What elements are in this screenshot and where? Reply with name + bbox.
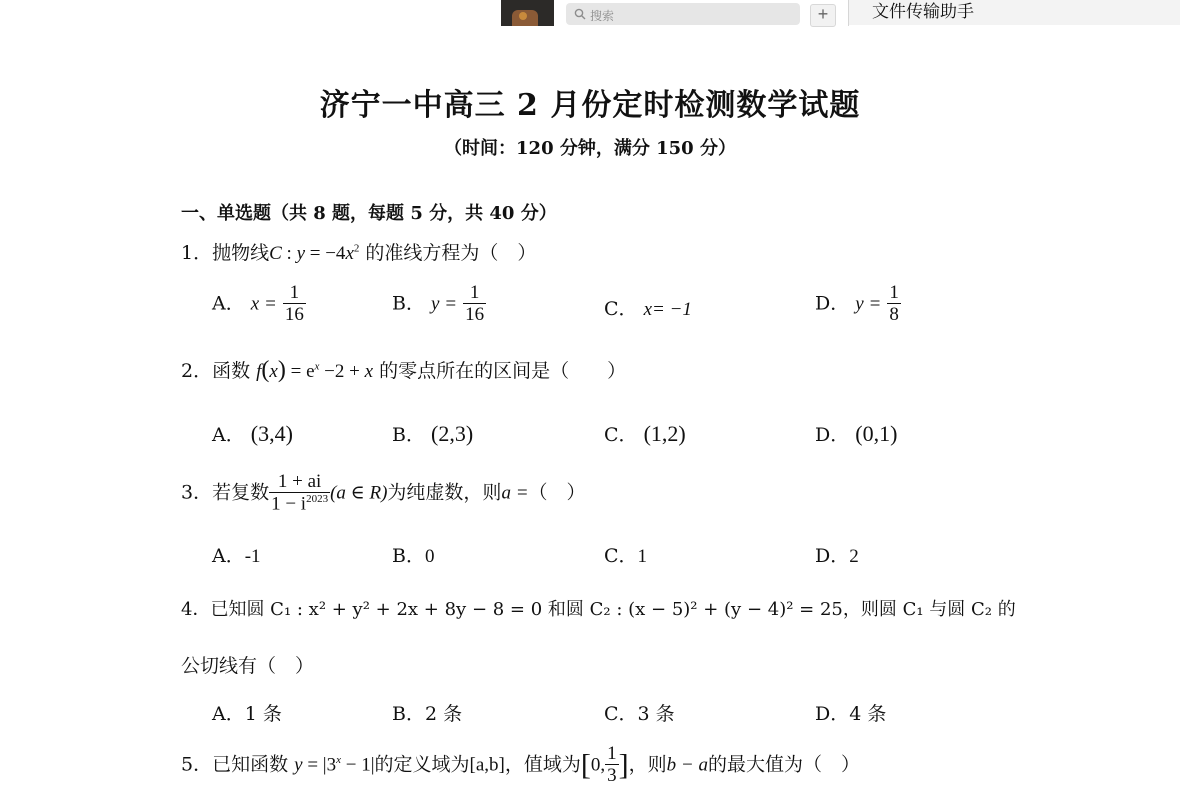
option-lhs: x =: [250, 293, 277, 315]
option-value: 2 条: [424, 703, 463, 725]
fraction: [269, 472, 330, 515]
top-bar: [0, 0, 1180, 26]
q3-option-d: [815, 541, 859, 568]
fraction-numerator: 1 + ai: [277, 471, 322, 492]
domain: [a,b]: [469, 754, 505, 776]
question-2-lead: 2．函数: [181, 360, 251, 382]
option-value: 2: [849, 546, 859, 567]
option-label: D．: [815, 703, 850, 725]
q1-option-d: [815, 283, 901, 326]
fraction-denominator: 8: [889, 303, 899, 325]
range-left: 0,: [590, 754, 606, 776]
option-label: D．: [815, 424, 850, 446]
option-value: (0,1): [855, 421, 898, 446]
condition: (a ∈ R): [330, 482, 388, 504]
q2-option-d: [815, 420, 897, 447]
question-2: 2．函数 $f(x) = e^x -2 + x$ 的零点所在的区间是（ ）: [181, 357, 627, 383]
option-label: A．: [212, 292, 245, 315]
q3-option-a: [212, 541, 261, 568]
option-value: (1,2): [643, 421, 686, 446]
question-4-line-2: 公切线有（ ）: [181, 655, 315, 677]
fraction-denominator: [269, 492, 330, 515]
section-heading: 一、单选题（共 8 题，每题 5 分，共 40 分）: [181, 203, 557, 224]
range-bracket-close: ]: [618, 748, 629, 782]
fraction-denominator: 16: [284, 303, 304, 325]
fraction: [463, 283, 486, 326]
question-5-mid: 的定义域为: [374, 753, 470, 776]
fraction-denominator: 3: [607, 764, 617, 786]
fraction-numerator: 1: [607, 743, 617, 764]
question-2-formula: f: [256, 361, 262, 382]
question-1-lead: 1．抛物线: [181, 242, 270, 264]
fraction: [283, 283, 306, 326]
option-label: A．: [212, 545, 245, 567]
fraction-numerator: 1: [469, 282, 480, 303]
search-icon: [574, 8, 586, 20]
question-5: 5．已知函数 $y = |3^x - 1|$的定义域为[a,b]，值域为[0, $\frac{1}{3}$ ]，则b − a的最大值为（ ）: [181, 743, 861, 786]
video-thumbnail[interactable]: [501, 0, 554, 26]
question-3-lead: 3．若复数: [181, 481, 270, 504]
variable: a =: [501, 482, 529, 504]
q1-option-c: [604, 294, 692, 321]
option-label: D．: [815, 545, 850, 567]
option-value: 0: [424, 546, 435, 567]
q3-option-b: [392, 541, 434, 568]
page-subtitle: （时间：120 分钟，满分 150 分）: [444, 138, 736, 159]
denominator-base: 1 − i: [271, 493, 307, 515]
q3-option-c: [604, 541, 647, 568]
option-value: (2,3): [431, 421, 474, 446]
fraction-numerator: 1: [889, 282, 899, 303]
question-5-tail-1: ，则: [628, 753, 667, 776]
option-value: -1: [244, 546, 261, 567]
expression: b − a: [666, 754, 708, 776]
option-label: B．: [392, 703, 425, 725]
q4-option-b: [392, 699, 462, 726]
range-bracket-open: [: [580, 748, 591, 782]
q4-option-a: [212, 699, 282, 726]
question-2-tail: 的零点所在的区间是（ ）: [379, 360, 627, 382]
question-1-formula: C: [269, 243, 282, 264]
question-5-range-text: ，值域为: [504, 753, 581, 776]
q2-option-a: [212, 420, 293, 447]
option-label: B．: [392, 545, 425, 567]
q4-option-d: [815, 699, 886, 726]
option-lhs: y =: [431, 293, 458, 315]
option-label: C．: [604, 703, 638, 725]
question-5-formula: y: [294, 754, 303, 776]
q2-option-c: [604, 420, 686, 447]
option-value: (3,4): [250, 421, 293, 446]
question-1-tail: 的准线方程为（ ）: [365, 242, 537, 264]
answer-blank: （ ）: [528, 481, 586, 504]
option-label: A．: [212, 703, 245, 725]
question-1: 1．抛物线C : $y = -4x^2$ 的准线方程为（ ）: [181, 242, 537, 264]
option-lhs: y =: [855, 293, 882, 315]
question-5-tail-2: 的最大值为（ ）: [708, 753, 861, 776]
q1-option-a: [212, 283, 306, 326]
option-value: 1: [637, 546, 648, 567]
q1-option-b: [392, 283, 486, 326]
question-3: [181, 472, 586, 515]
option-label: C．: [604, 298, 638, 320]
question-5-lead: 5．已知函数: [181, 753, 289, 776]
q4-option-c: [604, 699, 675, 726]
fraction-denominator: 16: [465, 303, 485, 325]
option-value: 1 条: [244, 703, 282, 725]
option-label: D．: [815, 292, 850, 315]
fraction: [605, 744, 619, 787]
add-button[interactable]: +: [810, 4, 836, 27]
denominator-exponent: 2023: [306, 492, 329, 505]
search-placeholder: 搜索: [590, 9, 615, 23]
option-value: 3 条: [637, 703, 675, 725]
option-label: B．: [392, 424, 425, 446]
option-label: A．: [212, 424, 245, 446]
search-box[interactable]: [566, 3, 800, 25]
chat-title: 文件传输助手: [872, 2, 974, 22]
fraction-numerator: 1: [289, 282, 300, 303]
option-label: B．: [392, 292, 425, 315]
question-3-tail: 为纯虚数，则: [387, 481, 502, 504]
q2-option-b: [392, 420, 473, 447]
question-4-line-1: 4．已知圆 C₁ : x² + y² + 2x + 8y − 8 = 0 和圆 C₂ : (x − 5)² + (y − 4)² = 25，则圆 C₁ 与圆 C₂ 的: [181, 599, 1016, 620]
thumbnail-image-detail: [519, 12, 527, 20]
page-title: 济宁一中高三 2 月份定时检测数学试题: [319, 88, 861, 123]
fraction: [887, 283, 901, 326]
option-label: C．: [604, 545, 638, 567]
option-label: C．: [604, 424, 638, 446]
option-value: x= −1: [643, 299, 692, 320]
option-value: 4 条: [849, 703, 887, 725]
